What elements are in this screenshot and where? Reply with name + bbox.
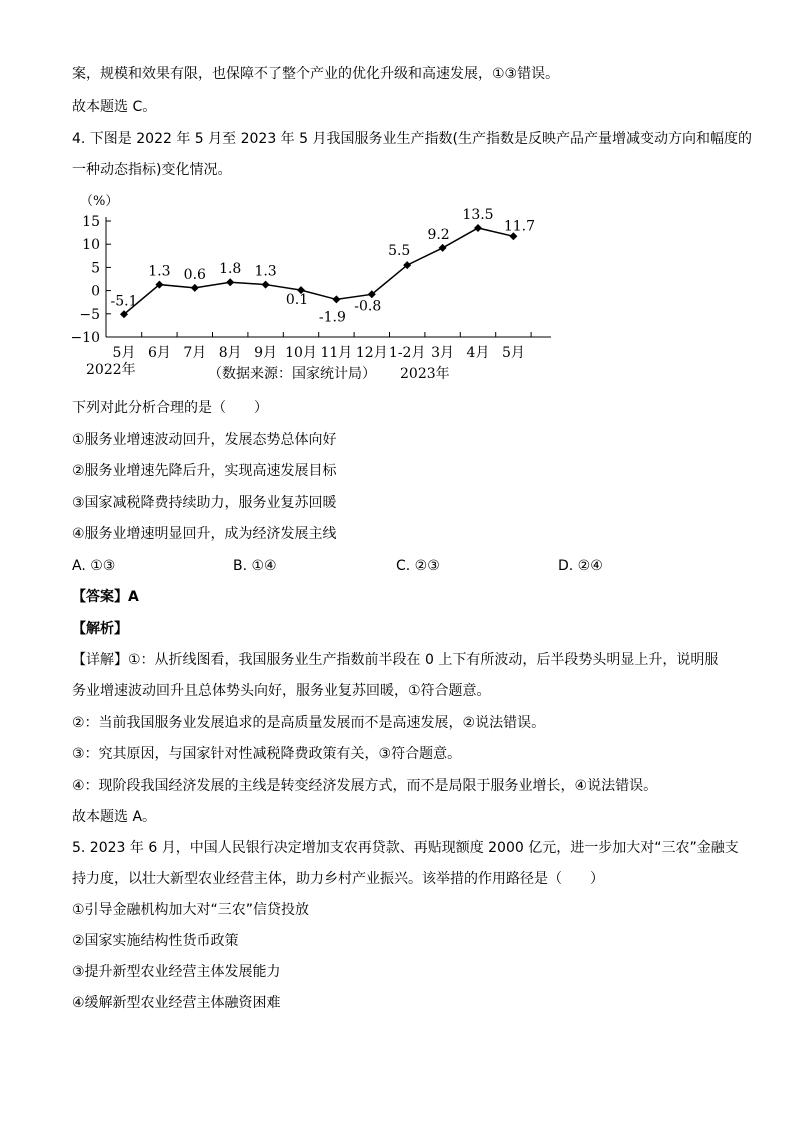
statement-4: ④服务业增速明显回升，成为经济发展主线 (72, 526, 337, 542)
data-label: 1.8 (219, 261, 242, 278)
option-b: B. ①④ (233, 558, 277, 574)
data-point-marker (262, 281, 270, 289)
prev-conclusion: 故本题选 C。 (72, 99, 157, 115)
year-end-label: 2023年 (400, 366, 450, 382)
x-tick-label: 8月 (218, 345, 242, 361)
x-tick-label: 7月 (183, 345, 207, 361)
y-axis-unit: （%） (80, 194, 119, 209)
y-tick-label: 15 (82, 214, 100, 230)
explanation-conclusion: 故本题选 A。 (72, 809, 157, 825)
x-tick-label: 3月 (431, 345, 455, 361)
x-tick-label: 12月 (355, 345, 388, 361)
x-tick-label: 1-2月 (388, 345, 426, 361)
year-start-label: 2022年 (86, 362, 136, 378)
data-point-marker (332, 295, 340, 303)
data-label: 1.3 (254, 263, 277, 280)
data-point-marker (191, 284, 199, 292)
analysis-header: 【解析】 (72, 621, 128, 637)
data-label: -1.9 (318, 309, 346, 326)
q5-statement-1: ①引导金融机构加大对“三农”信贷投放 (72, 902, 310, 918)
series-line (124, 228, 513, 314)
data-point-marker (439, 244, 447, 252)
x-tick-label: 9月 (254, 345, 278, 361)
y-tick-label: −10 (70, 330, 100, 346)
explanation-line3: ②：当前我国服务业发展追求的是高质量发展而不是高速发展，②说法错误。 (72, 715, 546, 731)
data-label: 1.3 (148, 263, 171, 280)
question-prompt: 下列对此分析合理的是（ ） (72, 400, 268, 416)
y-tick-label: 0 (91, 283, 100, 300)
question5-stem-line2: 持力度，以壮大新型农业经营主体，助力乡村产业振兴。该举措的作用路径是（ ） (72, 871, 604, 887)
y-tick-label: 10 (82, 237, 100, 254)
explanation-line4: ③：究其原因，与国家针对性减税降费政策有关，③符合题意。 (72, 746, 462, 762)
data-label: 13.5 (462, 206, 494, 223)
x-tick-label: 10月 (285, 345, 317, 361)
q5-statement-2: ②国家实施结构性货币政策 (72, 933, 239, 949)
data-label: -5.1 (110, 293, 138, 310)
answer-label: 【答案】A (72, 589, 139, 605)
data-point-marker (474, 224, 482, 232)
x-tick-label: 6月 (147, 345, 171, 361)
statement-1: ①服务业增速波动回升，发展态势总体向好 (72, 432, 337, 448)
explanation-line2: 务业增速波动回升且总体势头向好，服务业复苏回暖，①符合题意。 (72, 683, 491, 699)
statement-3: ③国家减税降费持续助力，服务业复苏回暖 (72, 495, 337, 511)
statement-2: ②服务业增速先降后升，实现高速发展目标 (72, 463, 337, 479)
y-tick-label: −5 (79, 306, 100, 323)
data-label: 11.7 (503, 218, 535, 235)
option-a: A. ①③ (72, 558, 116, 574)
q5-statement-3: ③提升新型农业经营主体发展能力 (72, 964, 281, 980)
q5-statement-4: ④缓解新型农业经营主体融资困难 (72, 995, 281, 1011)
question5-stem-line1: 5. 2023 年 6 月，中国人民银行决定增加支农再贷款、再贴现额度 2000 亿元，进一步加大对“三农”金融支 (72, 840, 739, 856)
data-label: 0.6 (183, 266, 206, 283)
data-label: 9.2 (427, 226, 450, 243)
question4-stem-line1: 4. 下图是 2022 年 5 月至 2023 年 5 月我国服务业生产指数(生产指数是反映产品产量增减变动方向和幅度的 (72, 131, 752, 147)
service-index-line-chart (66, 188, 566, 383)
x-tick-label: 5月 (112, 345, 136, 361)
x-tick-label: 11月 (320, 345, 353, 361)
explanation-line5: ④：现阶段我国经济发展的主线是转变经济发展方式，而不是局限于服务业增长，④说法错误。 (72, 778, 658, 794)
question4-stem-line2: 一种动态指标)变化情况。 (72, 162, 232, 178)
data-point-marker (226, 278, 234, 286)
source-note: （数据来源：国家统计局） (208, 366, 376, 382)
y-tick-label: 5 (91, 260, 100, 277)
x-tick-label: 4月 (466, 345, 490, 361)
option-c: C. ②③ (396, 558, 440, 574)
data-label: -0.8 (354, 298, 382, 315)
explanation-line1: 【详解】①：从折线图看，我国服务业生产指数前半段在 0 上下有所波动，后半段势头明显上升，说明服 (72, 652, 719, 668)
prev-answer-line: 案，规模和效果有限，也保障不了整个产业的优化升级和高速发展，①③错误。 (72, 66, 560, 82)
data-label: 5.5 (388, 243, 411, 260)
data-label: 0.1 (285, 292, 309, 309)
option-d: D. ②④ (558, 558, 603, 574)
x-tick-label: 5月 (501, 345, 525, 361)
